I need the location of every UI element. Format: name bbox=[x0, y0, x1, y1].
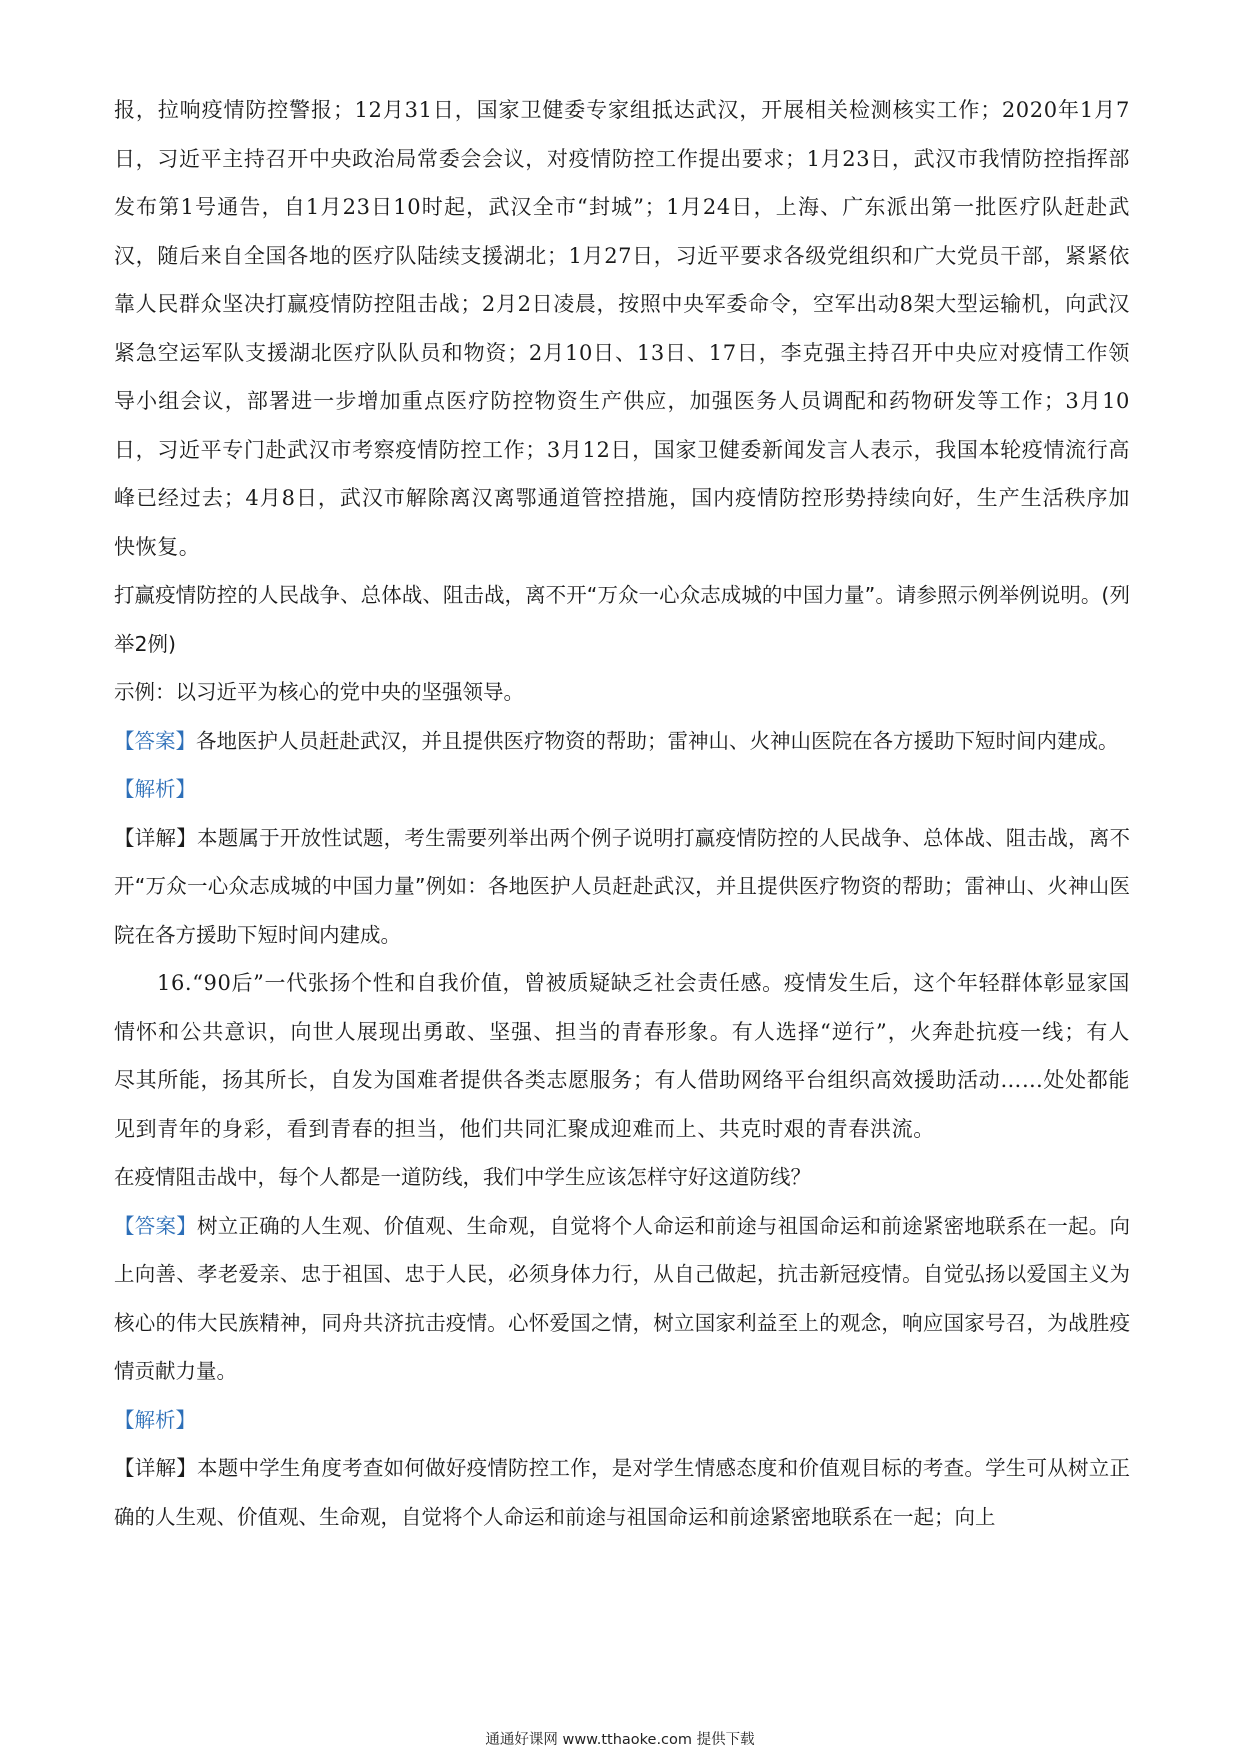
analysis-tag: 【解析】 bbox=[114, 777, 196, 801]
passage-16: 16.“90后”一代张扬个性和自我价值，曾被质疑缺乏社会责任感。疫情发生后，这个年轻群体彰显家国情怀和公共意识，向世人展现出勇敢、坚强、担当的青春形象。有人选择“逆行”，火奔赴抗疫一线；有人尽其所能，扬其所长，自发为国难者提供各类志愿服务；有人借助网络平台组织高效援助活动……处处都能见到青年的身彩，看到青春的担当，他们共同汇聚成迎难而上、共克时艰的青春洪流。 bbox=[114, 971, 1130, 1141]
detail-tag: 【详解】 bbox=[114, 1456, 197, 1480]
analysis-15 bbox=[114, 765, 1130, 814]
answer-16 bbox=[114, 1202, 1130, 1396]
analysis-16 bbox=[114, 1396, 1130, 1445]
detail-15 bbox=[114, 814, 1130, 960]
answer-15 bbox=[114, 717, 1130, 766]
page-footer: 通通好课网 www.tthaoke.com 提供下载 bbox=[485, 1732, 755, 1748]
answer-tag: 【答案】 bbox=[114, 728, 196, 753]
detail-15-text: 本题属于开放性试题，考生需要列举出两个例子说明打赢疫情防控的人民战争、总体战、阻击战，离不开“万众一心众志成城的中国力量”例如：各地医护人员赶赴武汉，并且提供医疗物资的帮助；雷神山、火神山医院在各方援助下短时间内建成。 bbox=[114, 825, 1131, 947]
question-15: 打赢疫情防控的人民战争、总体战、阻击战，离不开“万众一心众志成城的中国力量”。请参照示例举例说明。(列举2例) bbox=[114, 583, 1130, 656]
answer-tag: 【答案】 bbox=[114, 1213, 197, 1238]
answer-16-text: 树立正确的人生观、价值观、生命观，自觉将个人命运和前途与祖国命运和前途紧密地联系在一起。向上向善、孝老爱亲、忠于祖国、忠于人民，必须身体力行，从自己做起，抗击新冠疫情。自觉弘扬以爱国主义为核心的伟大民族精神，同舟共济抗击疫情。心怀爱国之情，树立国家利益至上的观念，响应国家号召，为战胜疫情贡献力量。 bbox=[114, 1213, 1131, 1383]
analysis-tag: 【解析】 bbox=[114, 1407, 196, 1432]
answer-15-text: 各地医护人员赶赴武汉，并且提供医疗物资的帮助；雷神山、火神山医院在各方援助下短时间内建成。 bbox=[196, 728, 1119, 753]
passage-15: 报，拉响疫情防控警报；12月31日，国家卫健委专家组抵达武汉，开展相关检测核实工作；2020年1月7日，习近平主持召开中央政治局常委会会议，对疫情防控工作提出要求；1月23日，武汉市我情防控指挥部发布第1号通告，自1月23日10时起，武汉全市“封城”；1月24日，上海、广东派出第一批医疗队赶赴武汉，随后来自全国各地的医疗队陆续支援湖北；1月27日，习近平要求各级党组织和广大党员干部，紧紧依靠人民群众坚决打赢疫情防控阻击战；2月2日凌晨，按照中央军委命令，空军出动8架大型运输机，向武汉紧急空运军队支援湖北医疗队队员和物资；2月10日、13日、17日，李克强主持召开中央应对疫情工作领导小组会议，部署进一步增加重点医疗防控物资生产供应，加强医务人员调配和药物研发等工作；3月10日，习近平专门赴武汉市考察疫情防控工作；3月12日，国家卫健委新闻发言人表示，我国本轮疫情流行高峰已经过去；4月8日，武汉市解除离汉离鄂通道管控措施，国内疫情防控形势持续向好，生产生活秩序加快恢复。 bbox=[114, 98, 1130, 559]
detail-tag: 【详解】 bbox=[114, 825, 197, 850]
detail-16-text: 本题中学生角度考查如何做好疫情防控工作，是对学生情感态度和价值观目标的考查。学生可从树立正确的人生观、价值观、生命观，自觉将个人命运和前途与祖国命运和前途紧密地联系在一起；向上 bbox=[114, 1456, 1131, 1529]
document-page bbox=[114, 86, 1130, 1541]
detail-16 bbox=[114, 1444, 1130, 1541]
question-16: 在疫情阻击战中，每个人都是一道防线，我们中学生应该怎样守好这道防线？ bbox=[114, 1165, 811, 1189]
example-15: 示例：以习近平为核心的党中央的坚强领导。 bbox=[114, 680, 524, 704]
